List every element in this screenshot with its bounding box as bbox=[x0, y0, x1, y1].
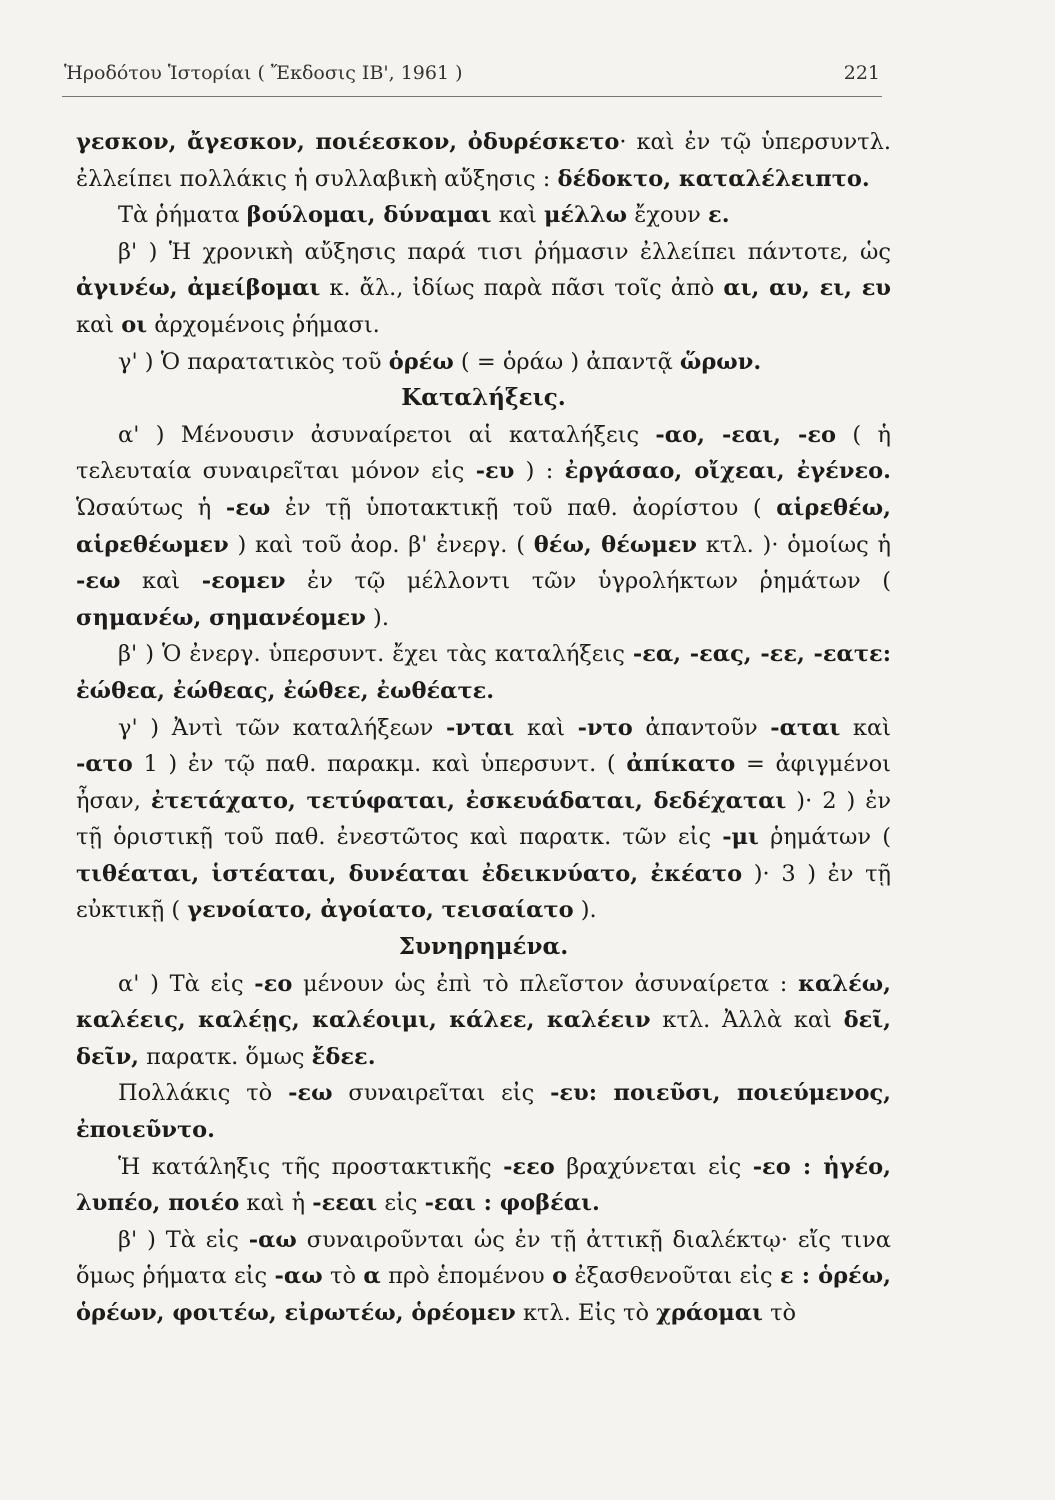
paragraph: Τὰ ῥήματα βούλομαι, δύναμαι καὶ μέλλω ἔχουν ε. bbox=[118, 202, 730, 229]
paragraph: γ' ) Ἀντὶ τῶν καταλήξεων -νται καὶ -ντο ἀπαντοῦν -αται καὶ -ατο 1 ) ἐν τῷ παθ. παρακμ. καὶ ὑπερσυντ. ( ἀπίκατο = ἀφιγμένοι ἦσαν, ἐτετάχατο, τετύφαται, ἐσκευάδαται, δεδέχαται )· 2 ) ἐν τῇ ὁριστικῇ τοῦ παθ. ἐνεστῶτος καὶ παρατκ. τῶν εἰς -μι ῥημάτων ( τιθέαται, ἱστέαται, δυνέαται ἐδεικνύατο, ἐκέατο )· 3 ) ἐν τῇ εὐκτικῇ ( γενοίατο, ἀγοίατο, τεισαίατο ). bbox=[76, 714, 892, 924]
paragraph: Ἡ κατάληξις τῆς προστακτικῆς -εεο βραχύνεται εἰς -εο : ἡγέο, λυπέο, ποιέο καὶ ἡ -εεαι εἰς -εαι : φοβέαι. bbox=[76, 1153, 891, 1217]
header-rule bbox=[62, 96, 882, 97]
running-header bbox=[64, 62, 880, 84]
paragraph: γ' ) Ὁ παρατατικὸς τοῦ ὁρέω ( = ὁράω ) ἀπαντᾷ ὥρων. bbox=[118, 348, 762, 375]
paragraph: α' ) Μένουσιν ἀσυναίρετοι αἱ καταλήξεις -αο, -εαι, -εο ( ἡ τελευταία συναιρεῖται μόνον εἰς -ευ ) : ἐργάσαο, οἴχεαι, ἐγένεο. Ὡσαύτως ἡ -εω ἐν τῇ ὑποτακτικῇ τοῦ παθ. ἀορίστου ( αἱρεθέω, αἱρεθέωμεν ) καὶ τοῦ ἀορ. β' ἐνεργ. ( θέω, θέωμεν κτλ. )· ὁμοίως ἡ -εω καὶ -εομεν ἐν τῷ μέλλοντι τῶν ὑγρολήκτων ῥημάτων ( σημανέω, σημανέομεν ). bbox=[76, 421, 891, 631]
section-heading-endings: Καταλήξεις. bbox=[401, 384, 566, 412]
section-heading-contracted: Συνηρημένα. bbox=[398, 933, 569, 961]
page-number: 221 bbox=[843, 62, 880, 84]
paragraph: β' ) Ἡ χρονικὴ αὔξησις παρά τισι ῥήμασιν ἐλλείπει πάντοτε, ὡς ἀγινέω, ἀμείβομαι κ. ἄλ., ἰδίως παρὰ πᾶσι τοῖς ἀπὸ αι, αυ, ει, ευ καὶ οι ἀρχομένοις ῥήμασι. bbox=[76, 238, 892, 338]
paragraph: γεσκον, ἄγεσκον, ποιέεσκον, ὀδυρέσκετο· καὶ ἐν τῷ ὑπερσυντλ. ἐλλείπει πολλάκις ἡ συλλαβικὴ αὔξησις : δέδοκτο, καταλέλειπτο. bbox=[76, 129, 891, 192]
paragraph: Πολλάκις τὸ -εω συναιρεῖται εἰς -ευ: ποιεῦσι, ποιεύμενος, ἐποιεῦντο. bbox=[76, 1080, 891, 1144]
paragraph: α' ) Τὰ εἰς -εο μένουν ὡς ἐπὶ τὸ πλεῖστον ἀσυναίρετα : καλέω, καλέεις, καλέῃς, καλέοιμι, κάλεε, καλέειν κτλ. Ἀλλὰ καὶ δεῖ, δεῖν, παρατκ. ὅμως ἔδεε. bbox=[76, 970, 891, 1070]
running-title: Ἡροδότου Ἱστορίαι ( Ἔκδοσις ΙΒ', 1961 ) bbox=[64, 62, 463, 84]
body-text bbox=[76, 124, 891, 1332]
paragraph: β' ) Ὁ ἐνεργ. ὑπερσυντ. ἔχει τὰς καταλήξεις -εα, -εας, -εε, -εατε: ἐώθεα, ἐώθεας, ἐώθεε, ἐωθέατε. bbox=[76, 641, 891, 704]
paragraph: β' ) Τὰ εἰς -αω συναιροῦνται ὡς ἐν τῇ ἀττικῇ διαλέκτῳ· εἴς τινα ὅμως ῥήματα εἰς -αω τὸ α πρὸ ἑπομένου ο ἐξασθενοῦται εἰς ε : ὁρέω, ὁρέων, φοιτέω, εἰρωτέω, ὁρέομεν κτλ. Εἰς τὸ χράομαι τὸ bbox=[76, 1226, 891, 1326]
